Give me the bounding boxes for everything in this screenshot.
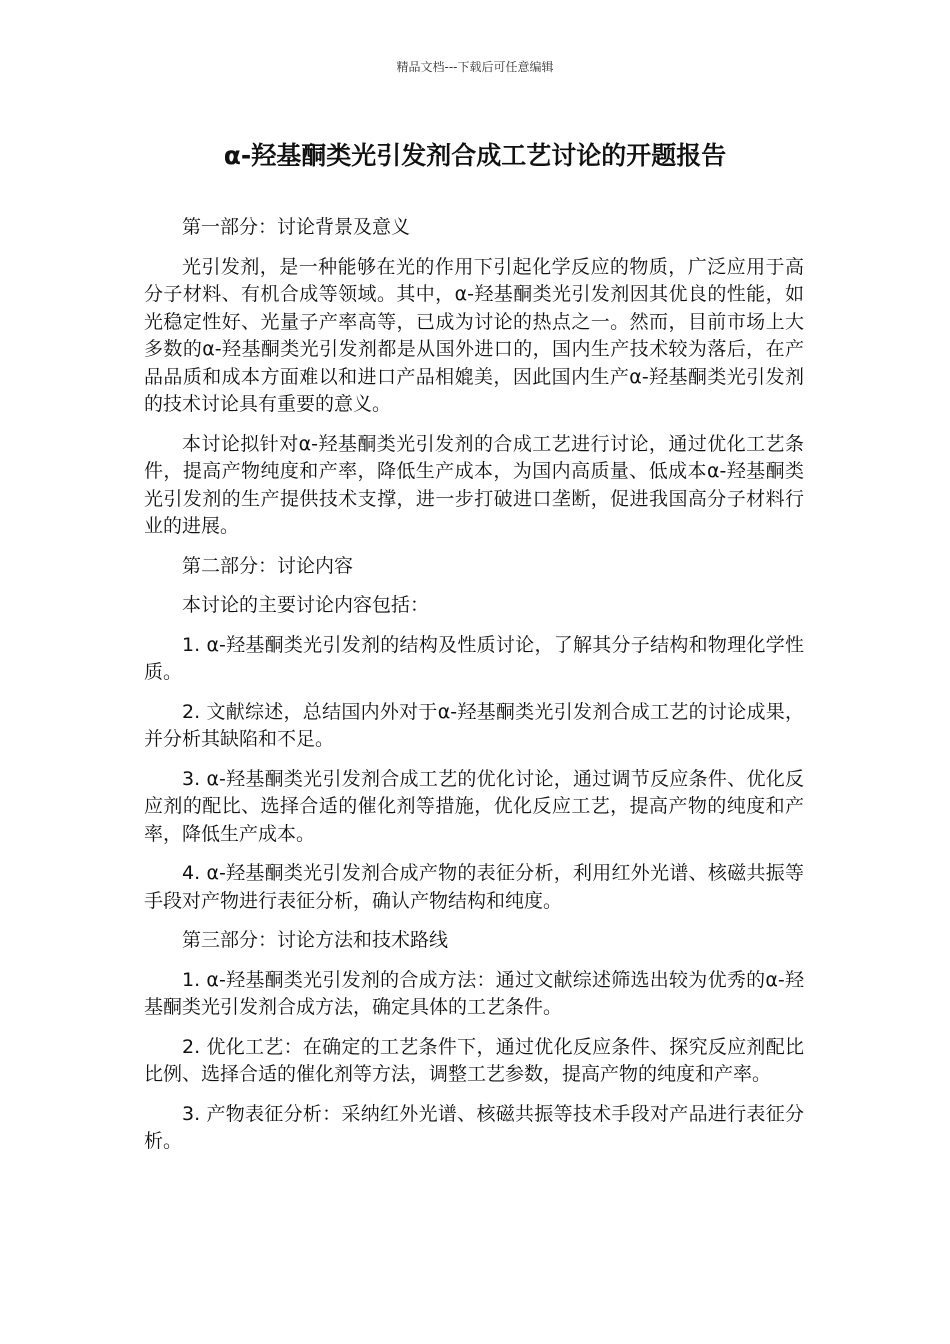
section-2-heading: 第二部分：讨论内容: [182, 554, 354, 577]
section-1-heading: 第一部分：讨论背景及意义: [182, 216, 411, 238]
section-2-item-1: 1. α-羟基酮类光引发剂的结构及性质讨论，了解其分子结构和物理化学性质。: [144, 633, 804, 683]
section-2-item-3: 3. α-羟基酮类光引发剂合成工艺的优化讨论，通过调节反应条件、优化反应剂的配比、选择合适的催化剂等措施，优化反应工艺，提高产物的纯度和产率，降低生产成本。: [144, 767, 804, 845]
section-2-intro: 本讨论的主要讨论内容包括：: [182, 594, 430, 616]
document-body: [144, 214, 804, 1168]
section-1-paragraph-2: 本讨论拟针对α-羟基酮类光引发剂的合成工艺进行讨论，通过优化工艺条件，提高产物纯度和产率，降低生产成本，为国内高质量、低成本α-羟基酮类光引发剂的生产提供技术支撑，进一步打破进口垄断，促进我国高分子材料行业的进展。: [144, 432, 804, 537]
section-3-item-3: 3. 产物表征分析：采纳红外光谱、核磁共振等技术手段对产品进行表征分析。: [144, 1102, 804, 1152]
section-2-item-4: 4. α-羟基酮类光引发剂合成产物的表征分析，利用红外光谱、核磁共振等手段对产物进行表征分析，确认产物结构和纯度。: [144, 862, 804, 912]
page-header: 精品文档---下载后可任意编辑: [396, 60, 554, 74]
section-3-heading: 第三部分：讨论方法和技术路线: [182, 929, 449, 951]
section-3-item-2: 2. 优化工艺：在确定的工艺条件下，通过优化反应条件、探究反应剂配比比例、选择合适的催化剂等方法，调整工艺参数，提高产物的纯度和产率。: [144, 1035, 804, 1085]
section-1-paragraph-1: 光引发剂，是一种能够在光的作用下引起化学反应的物质，广泛应用于高分子材料、有机合成等领域。其中，α-羟基酮类光引发剂因其优良的性能，如光稳定性好、光量子产率高等，已成为讨论的热点之一。然而，目前市场上大多数的α-羟基酮类光引发剂都是从国外进口的，国内生产技术较为落后，在产品品质和成本方面难以和进口产品相媲美，因此国内生产α-羟基酮类光引发剂的技术讨论具有重要的意义。: [144, 255, 804, 415]
section-2-item-2: 2. 文献综述，总结国内外对于α-羟基酮类光引发剂合成工艺的讨论成果，并分析其缺陷和不足。: [144, 700, 804, 750]
document-title: α-羟基酮类光引发剂合成工艺讨论的开题报告: [223, 141, 727, 170]
section-3-item-1: 1. α-羟基酮类光引发剂的合成方法：通过文献综述筛选出较为优秀的α-羟基酮类光引发剂合成方法，确定具体的工艺条件。: [144, 968, 804, 1018]
